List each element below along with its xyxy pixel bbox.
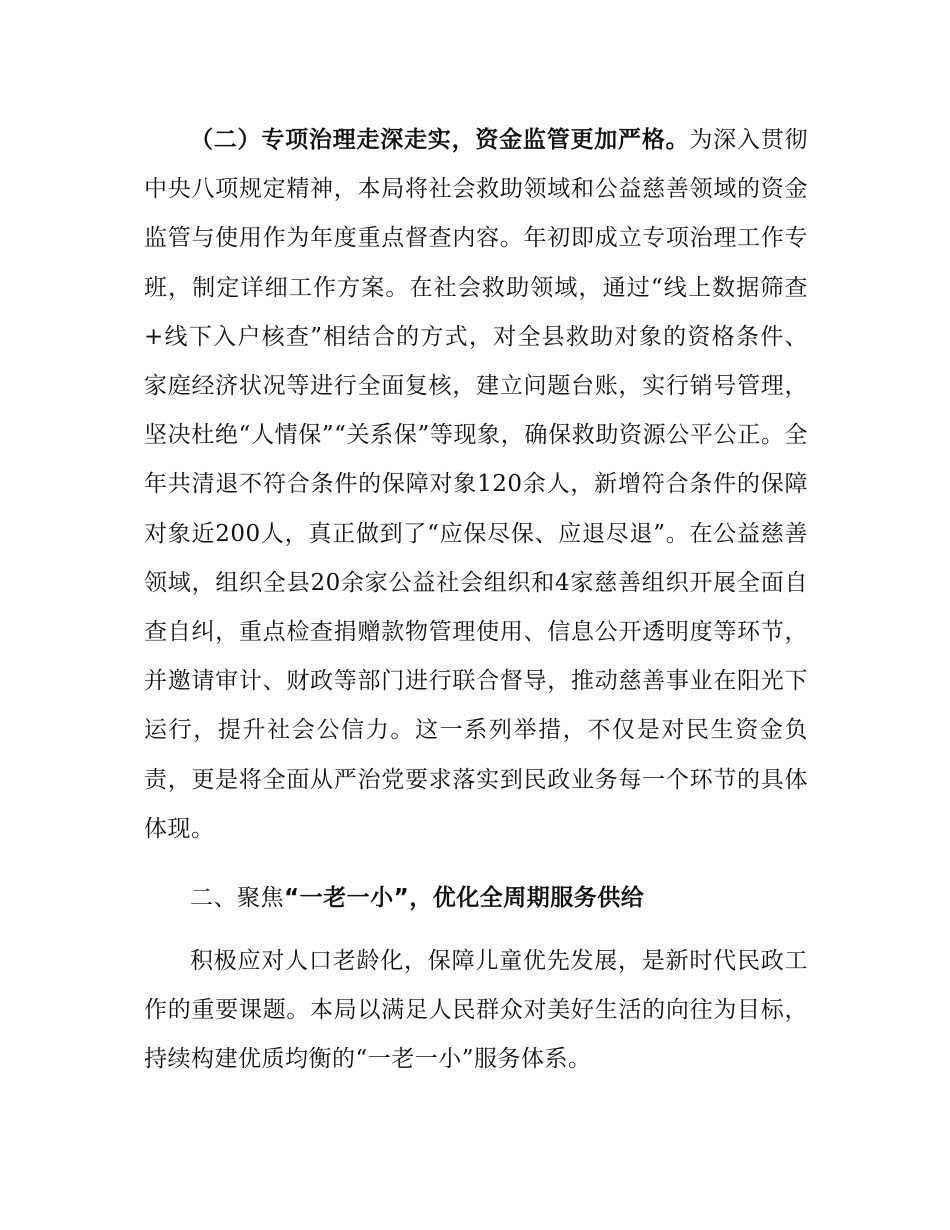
paragraph-text: 积极应对人口老龄化，保障儿童优先发展，是新时代民政工作的重要课题。本局以满足人民群众对美好生活的向往为目标，持续构建优质均衡的“一老一小”服务体系。 — [144, 948, 808, 1073]
section-heading-emphasis: “一老一小”，优化全周期服务供给 — [284, 885, 645, 912]
paragraph-one-old-one-young — [144, 937, 808, 1084]
paragraph-text: 为深入贯彻中央八项规定精神，本局将社会救助领域和公益慈善领域的资金监管与使用作为年度重点督查内容。年初即成立专项治理工作专班，制定详细工作方案。在社会救助领域，通过“线上数据筛查+线下入户核查”相结合的方式，对全县救助对象的资格条件、家庭经济状况等进行全面复核，建立问题台账，实行销号管理，坚决杜绝“人情保”“关系保”等现象，确保救助资源公平公正。全年共清退不符合条件的保障对象120余人，新增符合条件的保障对象近200人，真正做到了“应保尽保、应退尽退”。在公益慈善领域，组织全县20余家公益社会组织和4家慈善组织开展全面自查自纠，重点检查捐赠款物管理使用、信息公开透明度等环节，并邀请审计、财政等部门进行联合督导，推动慈善事业在阳光下运行，提升社会公信力。这一系列举措，不仅是对民生资金负责，更是将全面从严治党要求落实到民政业务每一个环节的具体体现。 — [144, 127, 809, 842]
section-heading — [144, 874, 808, 923]
document-body — [144, 116, 808, 1084]
section-heading-prefix: 二、聚焦 — [190, 885, 284, 912]
paragraph-fund-supervision — [144, 116, 808, 854]
subsection-title: （二）专项治理走深走实，资金监管更加严格。 — [190, 127, 690, 153]
